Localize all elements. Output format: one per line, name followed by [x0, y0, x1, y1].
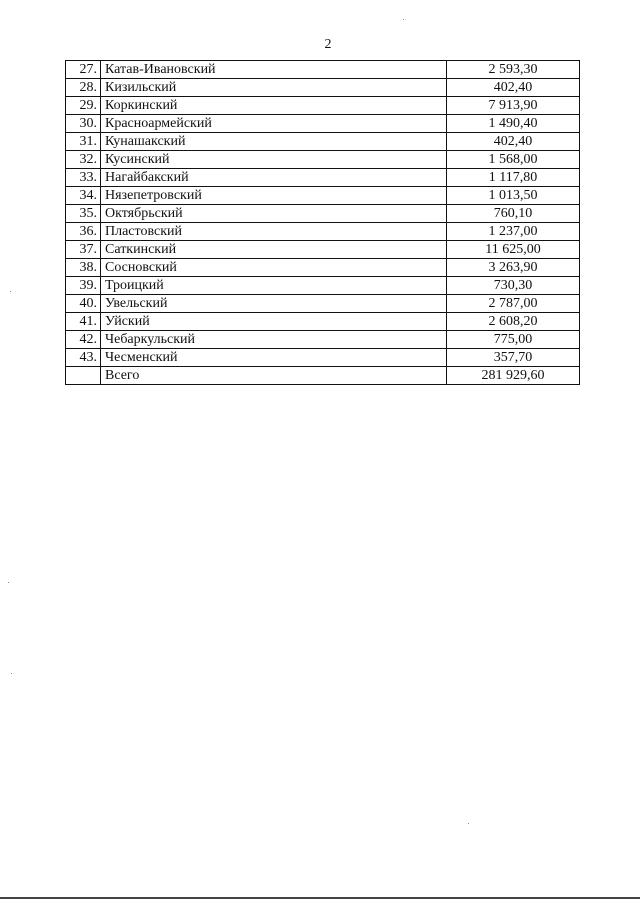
amount-value: 11 625,00	[447, 241, 580, 259]
district-name: Нагайбакский	[101, 169, 447, 187]
row-number: 32.	[66, 151, 101, 169]
table-row	[66, 349, 580, 367]
table-row	[66, 151, 580, 169]
row-number: 28.	[66, 79, 101, 97]
table-row	[66, 241, 580, 259]
scan-speck	[11, 673, 12, 674]
table-row	[66, 223, 580, 241]
district-name: Нязепетровский	[101, 187, 447, 205]
row-number: 31.	[66, 133, 101, 151]
table-row	[66, 331, 580, 349]
amount-value: 1 013,50	[447, 187, 580, 205]
scan-bottom-edge	[0, 897, 640, 899]
scan-speck	[8, 582, 9, 583]
table-row	[66, 79, 580, 97]
row-number: 35.	[66, 205, 101, 223]
district-name: Катав-Ивановский	[101, 61, 447, 79]
amount-value: 775,00	[447, 331, 580, 349]
scan-speck	[10, 291, 11, 292]
district-name: Саткинский	[101, 241, 447, 259]
district-name: Октябрьский	[101, 205, 447, 223]
table-row	[66, 187, 580, 205]
amount-value: 2 787,00	[447, 295, 580, 313]
row-number: 38.	[66, 259, 101, 277]
page-number: 2	[324, 37, 332, 52]
budget-table	[65, 60, 580, 385]
row-number: 27.	[66, 61, 101, 79]
row-number: 30.	[66, 115, 101, 133]
district-name: Коркинский	[101, 97, 447, 115]
table-row	[66, 169, 580, 187]
table-body	[66, 61, 580, 385]
row-number: 41.	[66, 313, 101, 331]
amount-value: 1 237,00	[447, 223, 580, 241]
amount-value: 7 913,90	[447, 97, 580, 115]
table-row	[66, 61, 580, 79]
district-name: Кусинский	[101, 151, 447, 169]
district-name: Троицкий	[101, 277, 447, 295]
amount-value: 760,10	[447, 205, 580, 223]
amount-value: 2 608,20	[447, 313, 580, 331]
row-number: 33.	[66, 169, 101, 187]
district-name: Пластовский	[101, 223, 447, 241]
district-name: Красноармейский	[101, 115, 447, 133]
amount-value: 402,40	[447, 79, 580, 97]
amount-value: 730,30	[447, 277, 580, 295]
amount-value: 2 593,30	[447, 61, 580, 79]
amount-value: 1 568,00	[447, 151, 580, 169]
table-row	[66, 115, 580, 133]
amount-value: 402,40	[447, 133, 580, 151]
row-number: 43.	[66, 349, 101, 367]
table-row	[66, 205, 580, 223]
table-row	[66, 97, 580, 115]
amount-value: 1 117,80	[447, 169, 580, 187]
district-name: Чесменский	[101, 349, 447, 367]
amount-value: 3 263,90	[447, 259, 580, 277]
district-name: Уйский	[101, 313, 447, 331]
scan-speck	[403, 19, 404, 20]
table-row	[66, 295, 580, 313]
row-number: 29.	[66, 97, 101, 115]
district-name: Чебаркульский	[101, 331, 447, 349]
row-number: 34.	[66, 187, 101, 205]
row-number: 40.	[66, 295, 101, 313]
amount-value: 357,70	[447, 349, 580, 367]
district-name: Увельский	[101, 295, 447, 313]
total-value: 281 929,60	[447, 367, 580, 385]
amount-value: 1 490,40	[447, 115, 580, 133]
total-number-cell	[66, 367, 101, 385]
row-number: 37.	[66, 241, 101, 259]
table-row	[66, 277, 580, 295]
table-row	[66, 313, 580, 331]
district-name: Кунашакский	[101, 133, 447, 151]
row-number: 36.	[66, 223, 101, 241]
table-row	[66, 259, 580, 277]
table-row	[66, 133, 580, 151]
total-label: Всего	[101, 367, 447, 385]
district-name: Кизильский	[101, 79, 447, 97]
row-number: 39.	[66, 277, 101, 295]
scan-speck	[468, 823, 469, 824]
district-name: Сосновский	[101, 259, 447, 277]
total-row	[66, 367, 580, 385]
row-number: 42.	[66, 331, 101, 349]
